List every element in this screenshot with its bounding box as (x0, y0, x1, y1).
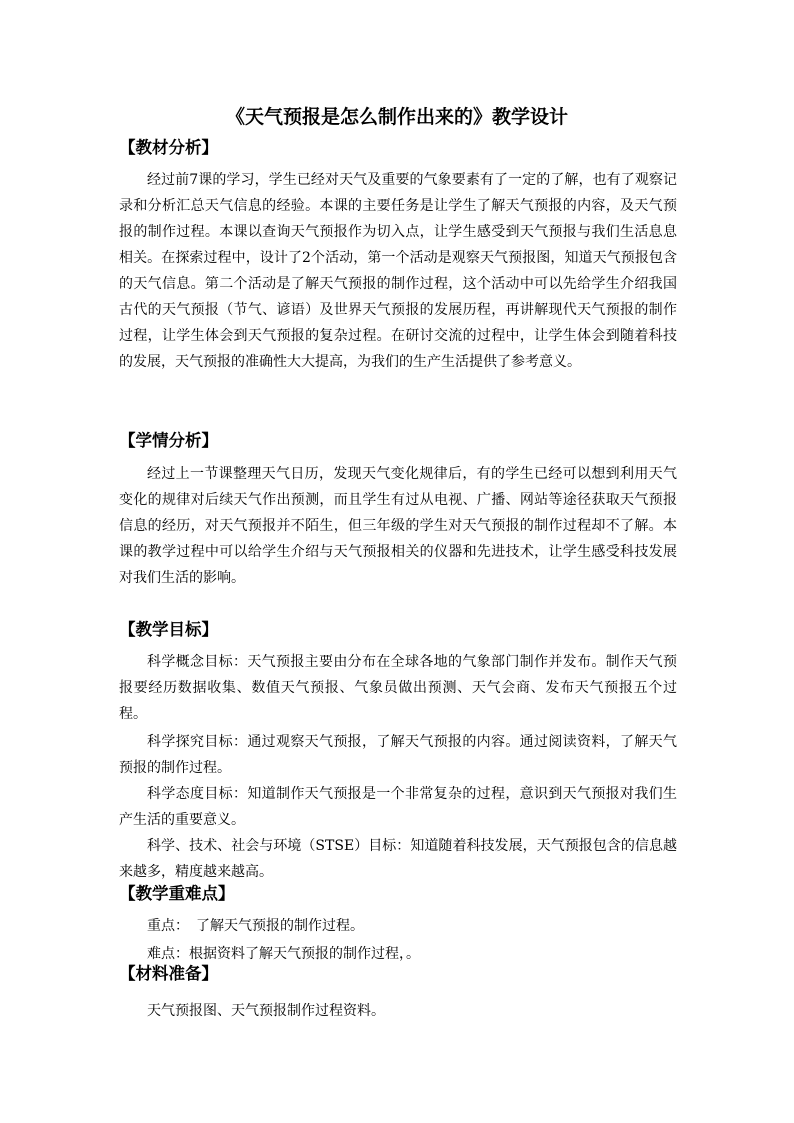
heading-teaching-goals: 【教学目标】 (119, 620, 218, 639)
difficult-point-line: 难点：根据资料了解天气预报的制作过程，。 (147, 946, 420, 962)
paragraph-student-analysis: 经过上一节课整理天气日历，发现天气变化规律后，有的学生已经可以想到利用天气变化的规律对后续天气作出预测，而且学生有过从电视、广播、网站等途径获取天气预报信息的经历，对天气预报并不陌生，但三年级的学生对天气预报的制作过程却不了解。本课的教学过程中可以给学生介绍与天气预报相关的仪器和先进技术，让学生感受科技发展对我们生活的影响。 (119, 466, 677, 586)
key-point-line: 重点： 了解天气预报的制作过程。 (147, 918, 364, 934)
document-title: 《天气预报是怎么制作出来的》教学设计 (225, 106, 568, 128)
goal-science-concept: 科学概念目标：天气预报主要由分布在全球各地的气象部门制作并发布。制作天气预报要经历数据收集、数值天气预报、气象员做出预测、天气会商、发布天气预报五个过程。 (119, 654, 677, 722)
paragraph-textbook-analysis: 经过前7课的学习，学生已经对天气及重要的气象要素有了一定的了解，也有了观察记录和分析汇总天气信息的经验。本课的主要任务是让学生了解天气预报的内容，及天气预报的制作过程。本课以查询天气预报作为切入点，让学生感受到天气预报与我们生活息息相关。在探索过程中，设计了2个活动，第一个活动是观察天气预报图，知道天气预报包含的天气信息。第二个活动是了解天气预报的制作过程，这个活动中可以先给学生介绍我国古代的天气预报（节气、谚语）及世界天气预报的发展历程，再讲解现代天气预报的制作过程，让学生体会到天气预报的复杂过程。在研讨交流的过程中，让学生体会到随着科技的发展，天气预报的准确性大大提高，为我们的生产生活提供了参考意义。 (119, 172, 677, 370)
goal-stse: 科学、技术、社会与环境（STSE）目标：知道随着科技发展，天气预报包含的信息越来越多，精度越来越高。 (119, 838, 677, 880)
heading-textbook-analysis: 【教材分析】 (119, 138, 218, 157)
heading-key-points: 【教学重难点】 (119, 884, 235, 903)
goal-science-attitude: 科学态度目标：知道制作天气预报是一个非常复杂的过程，意识到天气预报对我们生产生活的重要意义。 (119, 786, 677, 828)
goal-science-inquiry: 科学探究目标：通过观察天气预报，了解天气预报的内容。通过阅读资料，了解天气预报的制作过程。 (119, 734, 677, 776)
materials-line: 天气预报图、天气预报制作过程资料。 (147, 1003, 385, 1019)
heading-student-analysis: 【学情分析】 (119, 431, 218, 450)
heading-materials: 【材料准备】 (119, 964, 218, 983)
